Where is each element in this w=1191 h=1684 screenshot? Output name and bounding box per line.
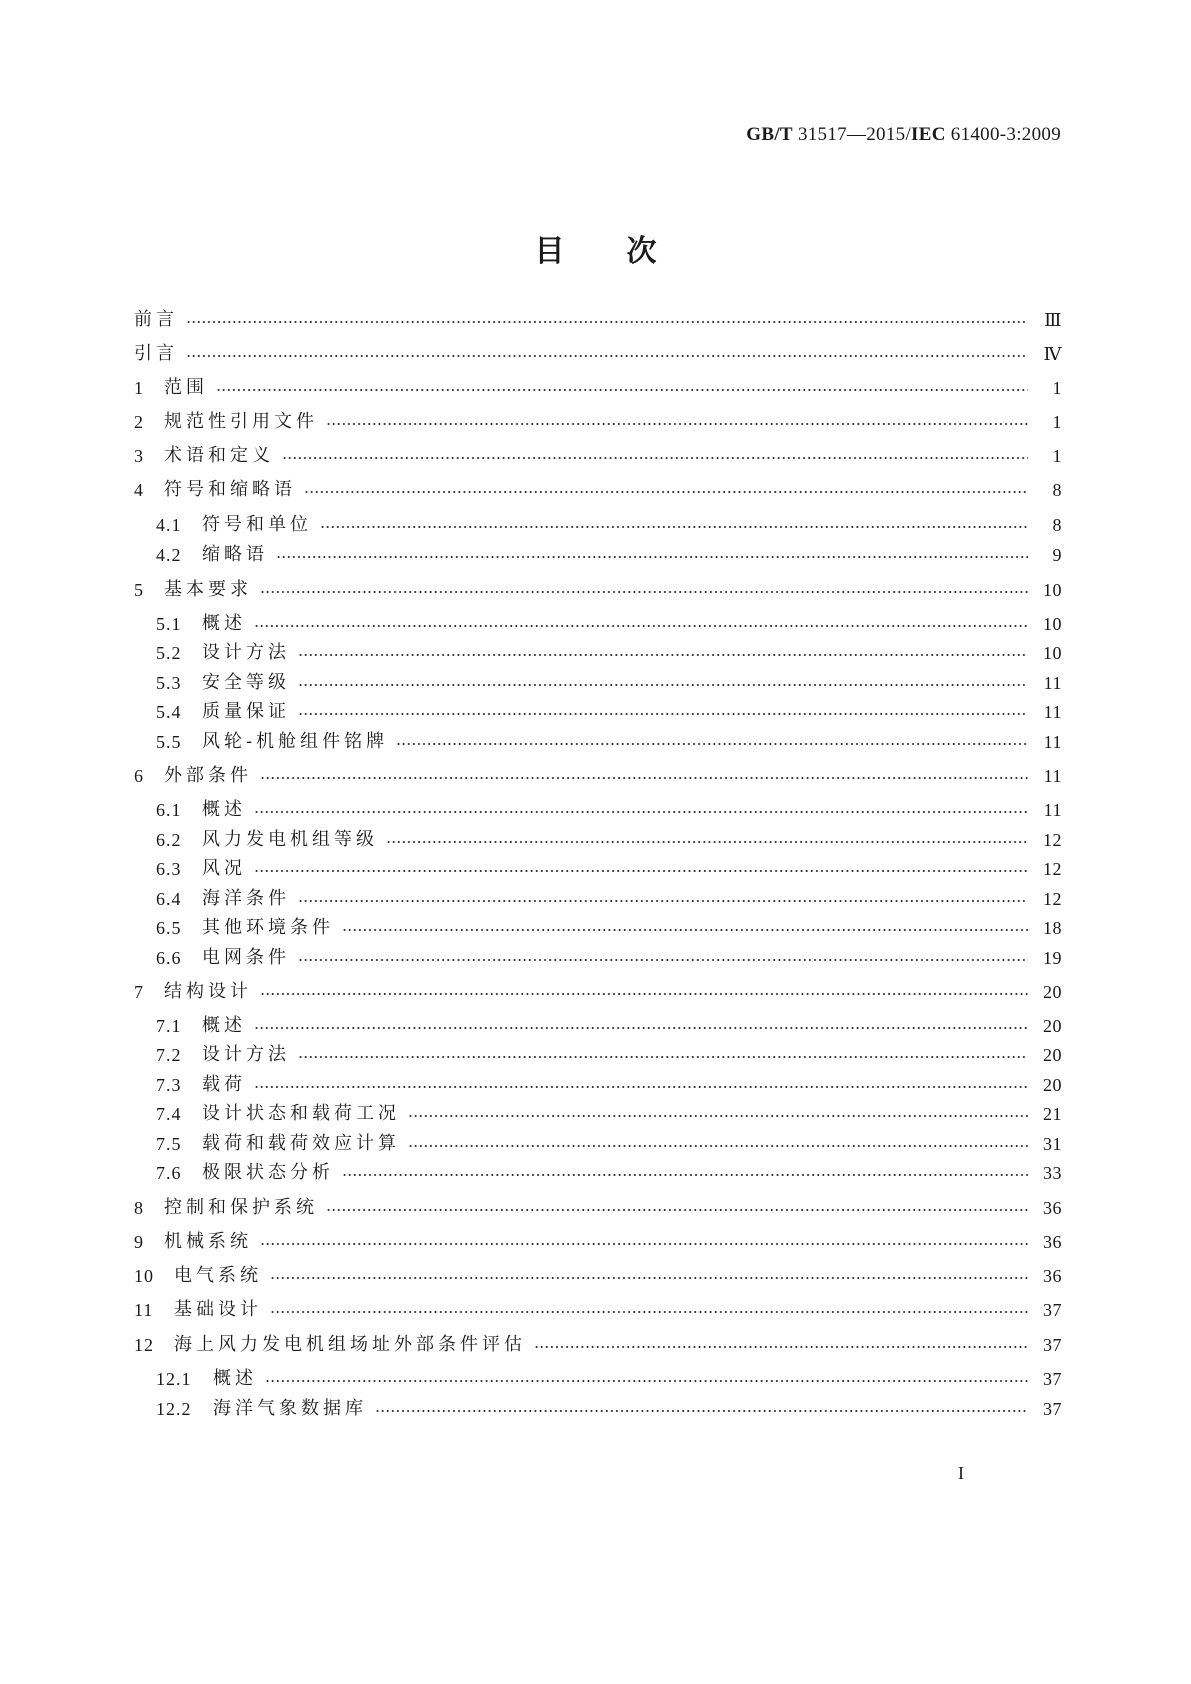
toc-entry-label: 规范性引用文件 bbox=[164, 411, 318, 432]
dot-leader bbox=[298, 684, 1028, 686]
dot-leader bbox=[342, 929, 1028, 931]
toc-entry-label: 基本要求 bbox=[164, 579, 252, 600]
toc-entry-page: 11 bbox=[1043, 800, 1062, 820]
std-iec: IEC bbox=[911, 124, 946, 145]
page-title: 目次 bbox=[534, 234, 719, 269]
toc-entry-number: 6.6 bbox=[156, 948, 182, 968]
dot-leader bbox=[298, 900, 1028, 902]
toc-entry-number: 7.4 bbox=[156, 1104, 182, 1124]
toc-entry-page: 10 bbox=[1043, 643, 1062, 663]
toc-entry[interactable] bbox=[156, 542, 1062, 568]
toc-entry-number: 4.2 bbox=[156, 545, 182, 565]
toc-entry-label: 结构设计 bbox=[164, 981, 252, 1002]
dot-leader bbox=[298, 713, 1028, 715]
toc-entry-number: 6.3 bbox=[156, 859, 182, 879]
toc-entry-page: 37 bbox=[1043, 1369, 1062, 1389]
dot-leader bbox=[265, 1380, 1028, 1382]
toc-entry-page: 8 bbox=[1052, 480, 1062, 500]
toc-entry-label: 风况 bbox=[202, 858, 246, 879]
toc-entry[interactable] bbox=[134, 443, 1062, 469]
std-iec-code: 61400-3:2009 bbox=[945, 124, 1061, 145]
toc-entry-number: 4 bbox=[134, 480, 144, 500]
toc-entry-number: 5.1 bbox=[156, 614, 182, 634]
toc-entry-page: 12 bbox=[1043, 830, 1062, 850]
toc-entry-number: 7 bbox=[134, 982, 144, 1002]
toc-entry-page: 8 bbox=[1052, 515, 1062, 535]
toc-entry-number: 12.1 bbox=[156, 1369, 192, 1389]
toc-entry[interactable] bbox=[156, 797, 1062, 823]
toc-entry-number: 9 bbox=[134, 1232, 144, 1252]
dot-leader bbox=[408, 1145, 1028, 1147]
toc-entry[interactable] bbox=[134, 1332, 1062, 1358]
toc-entry[interactable] bbox=[156, 1396, 1062, 1422]
toc-entry[interactable] bbox=[156, 512, 1062, 538]
toc-entry-label: 符号和单位 bbox=[202, 514, 312, 535]
toc-entry-label: 引言 bbox=[134, 343, 178, 364]
toc-entry-number: 7.2 bbox=[156, 1045, 182, 1065]
dot-leader bbox=[254, 1086, 1028, 1088]
toc-entry-label: 海洋条件 bbox=[202, 888, 290, 909]
toc-entry-number: 6.1 bbox=[156, 800, 182, 820]
toc-entry-label: 风力发电机组等级 bbox=[202, 829, 378, 850]
toc-entry-number: 3 bbox=[134, 446, 144, 466]
toc-entry-page: 11 bbox=[1043, 732, 1062, 752]
dot-leader bbox=[342, 1174, 1028, 1176]
toc-entry-number: 2 bbox=[134, 412, 144, 432]
toc-entry-label: 前言 bbox=[134, 309, 178, 330]
toc-entry[interactable] bbox=[156, 915, 1062, 941]
toc-entry-number: 12.2 bbox=[156, 1399, 192, 1419]
dot-leader bbox=[298, 1056, 1028, 1058]
toc-entry-label: 概述 bbox=[213, 1368, 257, 1389]
toc-entry-label: 电网条件 bbox=[202, 947, 290, 968]
toc-entry[interactable] bbox=[156, 729, 1062, 755]
toc-entry-page: 37 bbox=[1043, 1335, 1062, 1355]
toc-entry[interactable] bbox=[156, 1013, 1062, 1039]
dot-leader bbox=[260, 1243, 1028, 1245]
toc-entry-label: 海上风力发电机组场址外部条件评估 bbox=[174, 1334, 526, 1355]
toc-entry-page: 10 bbox=[1043, 580, 1062, 600]
toc-entry[interactable] bbox=[134, 577, 1062, 603]
toc-entry-label: 风轮-机舱组件铭牌 bbox=[202, 731, 389, 752]
dot-leader bbox=[254, 1027, 1028, 1029]
toc-entry-number: 1 bbox=[134, 378, 144, 398]
toc-entry-page: 18 bbox=[1043, 918, 1062, 938]
toc-entry[interactable] bbox=[156, 945, 1062, 971]
toc-entry-label: 缩略语 bbox=[202, 544, 268, 565]
toc-entry-number: 5.4 bbox=[156, 702, 182, 722]
toc-entry-label: 概述 bbox=[202, 1015, 246, 1036]
toc-entry-label: 极限状态分析 bbox=[202, 1162, 334, 1183]
dot-leader bbox=[298, 654, 1028, 656]
toc-entry-page: 1 bbox=[1052, 378, 1062, 398]
dot-leader bbox=[375, 1410, 1028, 1412]
toc-entry[interactable] bbox=[134, 477, 1062, 503]
toc-entry-page: 31 bbox=[1043, 1134, 1062, 1154]
toc-entry[interactable] bbox=[156, 640, 1062, 666]
standard-number bbox=[746, 124, 1061, 146]
toc-entry-label: 机械系统 bbox=[164, 1231, 252, 1252]
dot-leader bbox=[534, 1346, 1028, 1348]
dot-leader bbox=[282, 457, 1028, 459]
toc-entry-page: 37 bbox=[1043, 1399, 1062, 1419]
toc-entry[interactable] bbox=[156, 670, 1062, 696]
toc-entry-label: 基础设计 bbox=[174, 1299, 262, 1320]
toc-entry[interactable] bbox=[156, 1042, 1062, 1068]
dot-leader bbox=[254, 625, 1028, 627]
toc-entry-page: 36 bbox=[1043, 1198, 1062, 1218]
toc-entry-number: 10 bbox=[134, 1266, 154, 1286]
dot-leader bbox=[320, 526, 1028, 528]
toc-entry-number: 7.6 bbox=[156, 1163, 182, 1183]
toc-entry[interactable] bbox=[134, 1263, 1062, 1289]
dot-leader bbox=[270, 1311, 1028, 1313]
toc-entry-page: 33 bbox=[1043, 1163, 1062, 1183]
toc-entry-label: 符号和缩略语 bbox=[164, 479, 296, 500]
toc-entry-number: 4.1 bbox=[156, 515, 182, 535]
toc-entry-label: 质量保证 bbox=[202, 701, 290, 722]
dot-leader bbox=[298, 959, 1028, 961]
std-code: 31517—2015/ bbox=[792, 124, 912, 145]
dot-leader bbox=[304, 491, 1028, 493]
toc-entry-page: 20 bbox=[1043, 982, 1062, 1002]
toc-entry-page: 19 bbox=[1043, 948, 1062, 968]
toc-entry[interactable] bbox=[134, 1195, 1062, 1221]
toc-entry[interactable] bbox=[156, 827, 1062, 853]
toc-entry[interactable] bbox=[134, 341, 1062, 367]
toc-entry-page: 20 bbox=[1043, 1075, 1062, 1095]
dot-leader bbox=[260, 591, 1028, 593]
toc-entry-label: 设计方法 bbox=[202, 1044, 290, 1065]
toc-entry-number: 6.5 bbox=[156, 918, 182, 938]
toc-entry-label: 外部条件 bbox=[164, 765, 252, 786]
toc-entry-label: 范围 bbox=[164, 377, 208, 398]
dot-leader bbox=[270, 1277, 1028, 1279]
dot-leader bbox=[276, 556, 1028, 558]
toc-entry-number: 5.2 bbox=[156, 643, 182, 663]
toc-entry-page: 11 bbox=[1043, 673, 1062, 693]
toc-entry[interactable] bbox=[156, 611, 1062, 637]
dot-leader bbox=[386, 841, 1028, 843]
toc-entry-page: 20 bbox=[1043, 1016, 1062, 1036]
toc-entry[interactable] bbox=[156, 1131, 1062, 1157]
dot-leader bbox=[186, 321, 1028, 323]
dot-leader bbox=[216, 389, 1028, 391]
toc-entry-label: 其他环境条件 bbox=[202, 917, 334, 938]
toc-entry-number: 6.2 bbox=[156, 830, 182, 850]
toc-entry-number: 12 bbox=[134, 1335, 154, 1355]
toc-entry[interactable] bbox=[134, 979, 1062, 1005]
std-prefix: GB/T bbox=[746, 124, 793, 145]
toc-entry-page: 9 bbox=[1052, 545, 1062, 565]
toc-entry-page: 10 bbox=[1043, 614, 1062, 634]
toc-entry-page: 36 bbox=[1043, 1232, 1062, 1252]
dot-leader bbox=[260, 993, 1028, 995]
toc-entry-page: 20 bbox=[1043, 1045, 1062, 1065]
toc-entry-number: 7.5 bbox=[156, 1134, 182, 1154]
toc-entry[interactable] bbox=[156, 1366, 1062, 1392]
toc-entry[interactable] bbox=[134, 763, 1062, 789]
toc-entry-page: 11 bbox=[1043, 702, 1062, 722]
toc-entry-label: 设计方法 bbox=[202, 642, 290, 663]
dot-leader bbox=[186, 355, 1028, 357]
toc-entry[interactable] bbox=[134, 307, 1062, 333]
toc-entry-label: 概述 bbox=[202, 613, 246, 634]
toc-entry[interactable] bbox=[134, 409, 1062, 435]
dot-leader bbox=[326, 423, 1028, 425]
toc-entry-page: Ⅲ bbox=[1044, 310, 1062, 330]
toc-entry-label: 控制和保护系统 bbox=[164, 1197, 318, 1218]
toc-entry[interactable] bbox=[156, 699, 1062, 725]
toc-entry[interactable] bbox=[134, 1297, 1062, 1323]
toc-entry-number: 7.3 bbox=[156, 1075, 182, 1095]
toc-entry-page: 12 bbox=[1043, 859, 1062, 879]
toc-entry-number: 7.1 bbox=[156, 1016, 182, 1036]
page-number: I bbox=[958, 1463, 964, 1483]
toc-entry-number: 11 bbox=[134, 1300, 154, 1320]
toc-entry-number: 5 bbox=[134, 580, 144, 600]
toc-entry-label: 安全等级 bbox=[202, 672, 290, 693]
toc-entry-label: 设计状态和载荷工况 bbox=[202, 1103, 400, 1124]
dot-leader bbox=[254, 870, 1028, 872]
toc-entry-page: 37 bbox=[1043, 1300, 1062, 1320]
toc-entry-number: 8 bbox=[134, 1198, 144, 1218]
toc-entry-number: 5.5 bbox=[156, 732, 182, 752]
toc-entry[interactable] bbox=[134, 1229, 1062, 1255]
toc-entry[interactable] bbox=[156, 886, 1062, 912]
toc-entry-label: 术语和定义 bbox=[164, 445, 274, 466]
toc-entry-page: 11 bbox=[1043, 766, 1062, 786]
dot-leader bbox=[396, 743, 1028, 745]
toc-entry-number: 5.3 bbox=[156, 673, 182, 693]
toc-entry-label: 载荷和载荷效应计算 bbox=[202, 1133, 400, 1154]
toc-entry-page: Ⅳ bbox=[1043, 344, 1062, 364]
dot-leader bbox=[408, 1115, 1028, 1117]
toc-entry[interactable] bbox=[156, 856, 1062, 882]
toc-entry[interactable] bbox=[156, 1101, 1062, 1127]
toc-entry-page: 21 bbox=[1043, 1104, 1062, 1124]
toc-entry-label: 电气系统 bbox=[174, 1265, 262, 1286]
dot-leader bbox=[254, 811, 1028, 813]
toc-entry-number: 6 bbox=[134, 766, 144, 786]
toc-entry-page: 1 bbox=[1052, 446, 1062, 466]
toc-entry-label: 概述 bbox=[202, 799, 246, 820]
toc-entry-label: 载荷 bbox=[202, 1074, 246, 1095]
toc-entry[interactable] bbox=[156, 1072, 1062, 1098]
toc-entry-page: 1 bbox=[1052, 412, 1062, 432]
dot-leader bbox=[260, 777, 1028, 779]
toc-entry[interactable] bbox=[134, 375, 1062, 401]
toc-entry[interactable] bbox=[156, 1160, 1062, 1186]
toc-entry-number: 6.4 bbox=[156, 889, 182, 909]
dot-leader bbox=[326, 1209, 1028, 1211]
toc-entry-page: 12 bbox=[1043, 889, 1062, 909]
toc-entry-page: 36 bbox=[1043, 1266, 1062, 1286]
toc-entry-label: 海洋气象数据库 bbox=[213, 1398, 367, 1419]
